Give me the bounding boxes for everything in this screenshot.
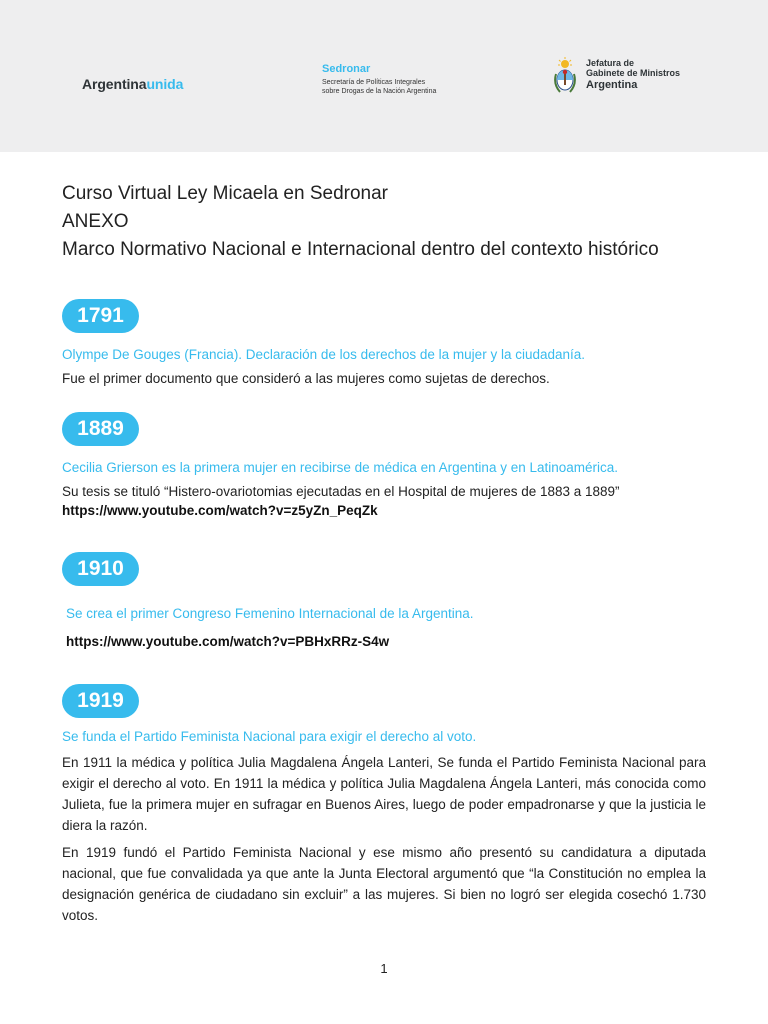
- entry-1919-headline: Se funda el Partido Feminista Nacional para exigir el derecho al voto.: [62, 729, 477, 744]
- document-title: [62, 180, 659, 264]
- entry-1791-text: Fue el primer documento que consideró a las mujeres como sujetas de derechos.: [62, 371, 550, 386]
- section-title: Marco Normativo Nacional e Internacional dentro del contexto histórico: [62, 239, 659, 260]
- course-title: Curso Virtual Ley Micaela en Sedronar: [62, 183, 388, 204]
- annex-label: ANEXO: [62, 211, 129, 232]
- year-badge-1791: 1791: [62, 299, 139, 333]
- argentina-coat-of-arms-icon: [552, 56, 578, 96]
- sedronar-name: Sedronar: [322, 63, 371, 75]
- jefatura-text: [586, 58, 680, 92]
- year-badge-1889: 1889: [62, 412, 139, 446]
- page-number: 1: [380, 961, 388, 976]
- year-badge-1919: 1919: [62, 684, 139, 718]
- argentina-unida-logo-part2: unida: [146, 76, 184, 92]
- argentina-unida-logo: [82, 76, 183, 92]
- entry-1910-video-link[interactable]: https://www.youtube.com/watch?v=PBHxRRz-S4w: [66, 634, 390, 649]
- entry-1889-headline: Cecilia Grierson es la primera mujer en recibirse de médica en Argentina y en Latinoamérica.: [62, 460, 619, 475]
- entry-1791-headline: Olympe De Gouges (Francia). Declaración de los derechos de la mujer y la ciudadanía.: [62, 347, 586, 362]
- jefatura-line3: Argentina: [586, 79, 638, 91]
- sedronar-subtitle-line2: sobre Drogas de la Nación Argentina: [322, 88, 437, 95]
- sedronar-subtitle-line1: Secretaría de Políticas Integrales: [322, 79, 426, 86]
- entry-1919-paragraph-2: En 1919 fundó el Partido Feminista Nacional y ese mismo año presentó su candidatura a diputada nacional, que fue convalidada ya que ante la Junta Electoral argumentó que “la Constitución no emplea la designación genérica de ciudadano sin excluir” a las mujeres. Si bien no logró ser elegida cosechó 1.730 votos.: [62, 845, 706, 923]
- argentina-unida-logo-part1: Argentina: [82, 76, 147, 92]
- jefatura-line2: Gabinete de Ministros: [586, 68, 681, 78]
- page-header: [0, 0, 768, 152]
- jefatura-line1: Jefatura de: [586, 58, 635, 68]
- sedronar-logo: [322, 64, 436, 96]
- entry-1889-video-link[interactable]: https://www.youtube.com/watch?v=z5yZn_PeqZk: [62, 503, 378, 518]
- entry-1889-text: Su tesis se tituló “Histero-ovariotomias ejecutadas en el Hospital de mujeres de 1883 a 1889”: [62, 484, 620, 499]
- year-badge-1910: 1910: [62, 552, 139, 586]
- entry-1910-headline: Se crea el primer Congreso Femenino Internacional de la Argentina.: [66, 606, 474, 621]
- entry-1919-paragraph-1: En 1911 la médica y política Julia Magdalena Ángela Lanteri, Se funda el Partido Feminista Nacional para exigir el derecho al voto. En 1911 la médica y política Julia Magdalena Ángela Lanteri, más conocida como Julieta, fue la primera mujer en sufragar en Buenos Aires, luego de poder empadronarse y que la justicia le diera la razón.: [62, 755, 706, 833]
